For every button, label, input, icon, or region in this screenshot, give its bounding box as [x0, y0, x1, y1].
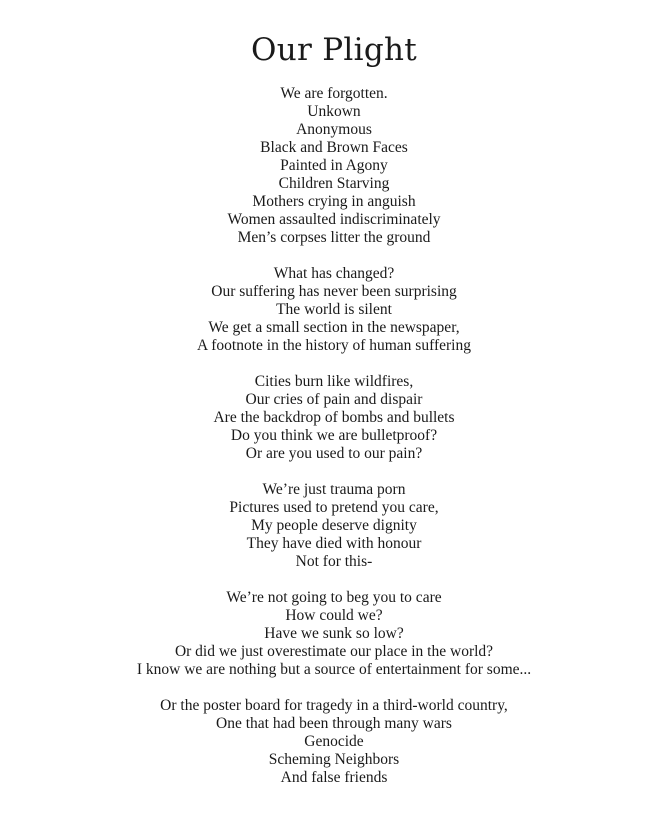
poem-line: Men’s corpses litter the ground — [237, 229, 431, 246]
poem-line: One that had been through many wars — [216, 715, 452, 732]
poem-line: Children Starving — [278, 175, 390, 192]
poem-line: Or did we just overestimate our place in the world? — [174, 643, 494, 660]
poem-title: Our Plight — [250, 32, 417, 68]
stanza — [0, 85, 668, 247]
poem-line: I know we are nothing but a source of entertainment for some... — [136, 661, 532, 678]
stanza — [0, 589, 668, 679]
poem-line: They have died with honour — [246, 535, 422, 552]
poem-line: Mothers crying in anguish — [252, 193, 416, 210]
poem-line: And false friends — [280, 769, 388, 786]
poem-line: Our suffering has never been surprising — [211, 283, 457, 300]
poem-line: Our cries of pain and dispair — [245, 391, 423, 408]
poem-line: The world is silent — [276, 301, 392, 318]
poem-line: Do you think we are bulletproof? — [230, 427, 438, 444]
poem-line: Women assaulted indiscriminately — [227, 211, 441, 228]
stanza — [0, 697, 668, 787]
poem-line: Or the poster board for tragedy in a third-world country, — [160, 697, 508, 714]
poem-line: Or are you used to our pain? — [245, 445, 423, 462]
poem-line: What has changed? — [273, 265, 395, 282]
poem-line: We are forgotten. — [280, 85, 388, 102]
poem-line: Cities burn like wildfires, — [254, 373, 414, 390]
stanza — [0, 265, 668, 355]
poem-line: Pictures used to pretend you care, — [229, 499, 439, 516]
poem-line: Black and Brown Faces — [260, 139, 408, 156]
stanza — [0, 481, 668, 571]
poem-line: Scheming Neighbors — [268, 751, 400, 768]
poem-line: Painted in Agony — [280, 157, 388, 174]
poem-line: Unkown — [307, 103, 361, 120]
poem-line: We get a small section in the newspaper, — [208, 319, 460, 336]
poem-line: Have we sunk so low? — [264, 625, 404, 642]
poem-line: A footnote in the history of human suffering — [197, 337, 471, 354]
poem-line: Anonymous — [296, 121, 372, 138]
poem-line: Are the backdrop of bombs and bullets — [213, 409, 455, 426]
stanza — [0, 373, 668, 463]
poem-body — [0, 85, 668, 805]
poem-line: My people deserve dignity — [251, 517, 417, 534]
poem-line: Not for this- — [295, 553, 373, 570]
poem-line: We’re not going to beg you to care — [226, 589, 442, 606]
poem-line: We’re just trauma porn — [262, 481, 406, 498]
poem-line: Genocide — [304, 733, 364, 750]
poem-line: How could we? — [285, 607, 383, 624]
